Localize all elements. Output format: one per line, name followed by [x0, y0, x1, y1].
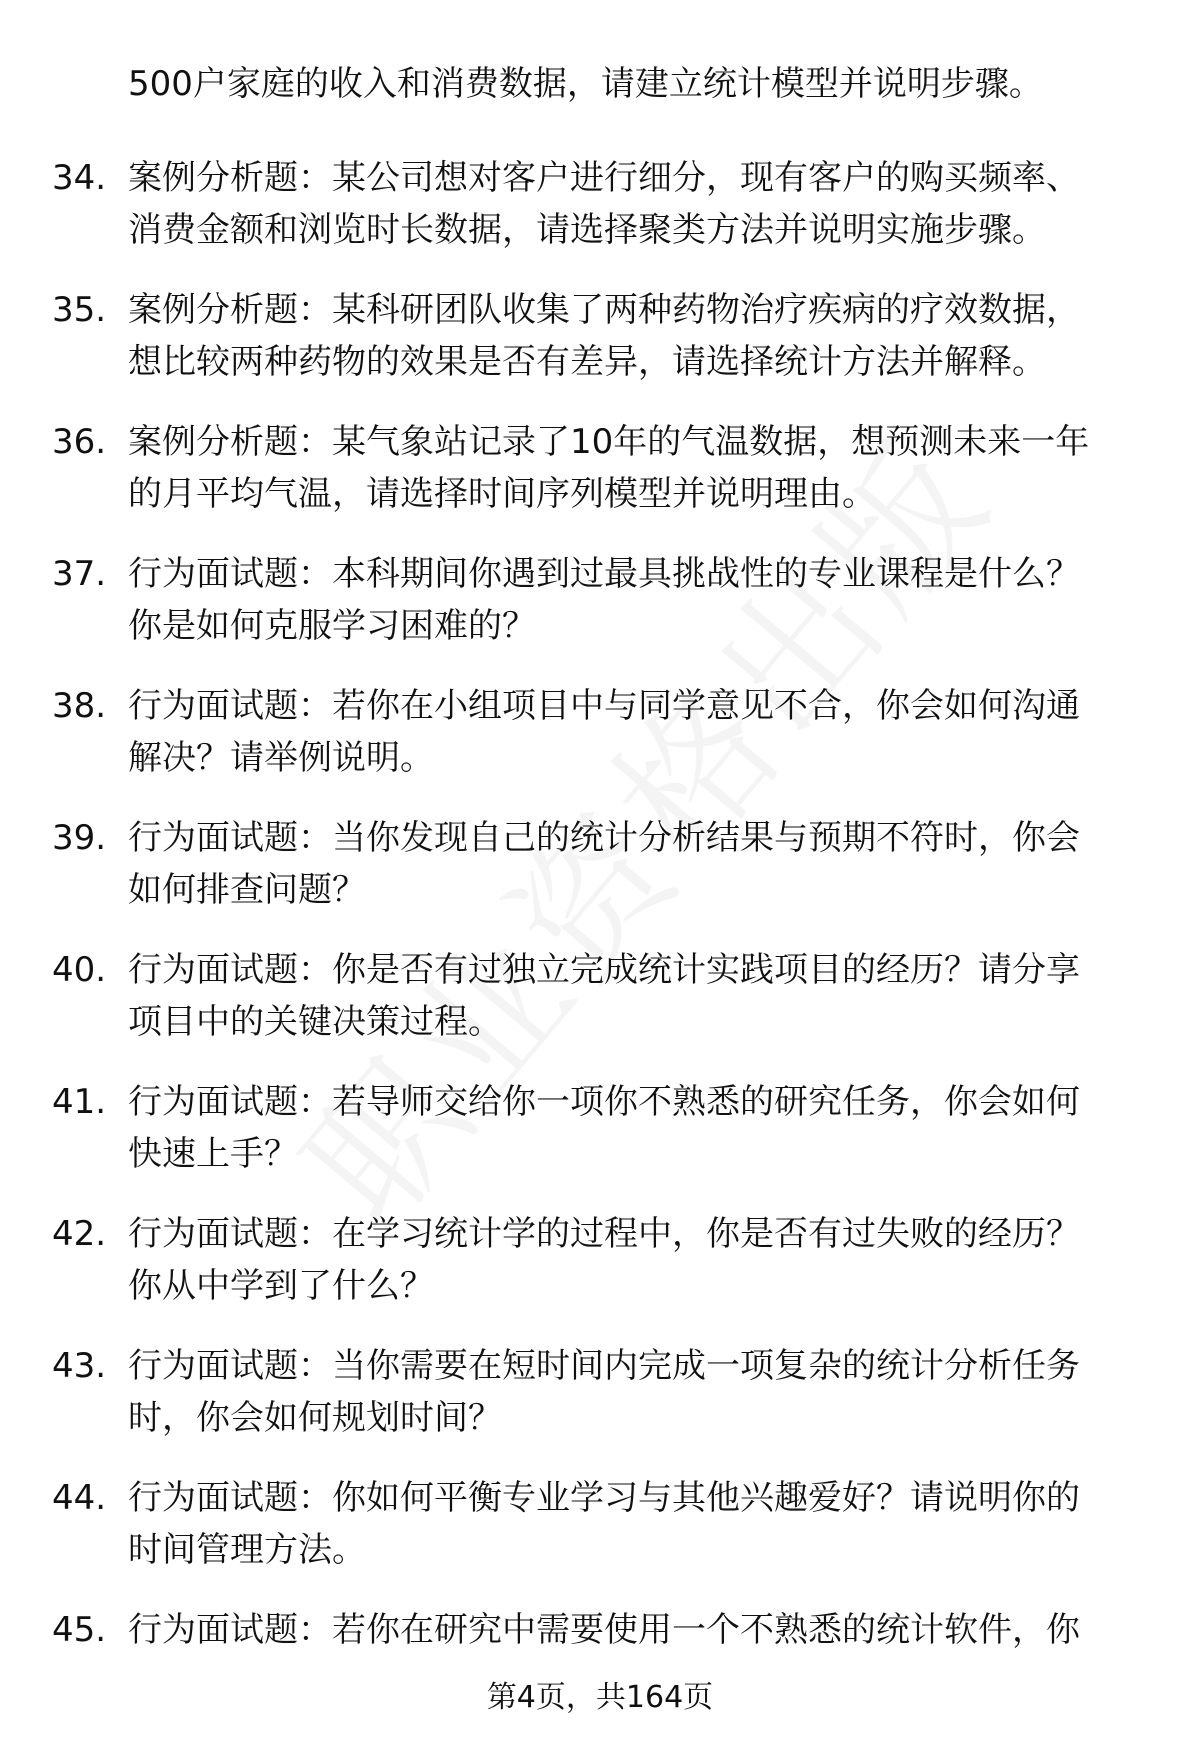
question-item [0, 1472, 1200, 1604]
question-text-line: 行为面试题：你是否有过独立完成统计实践项目的经历？请分享 [128, 950, 1080, 990]
question-number: 43. [52, 1346, 107, 1386]
question-text-line: 案例分析题：某公司想对客户进行细分，现有客户的购买频率、 [128, 158, 1080, 198]
question-text-line: 行为面试题：在学习统计学的过程中，你是否有过失败的经历？ [128, 1214, 1080, 1254]
question-item [0, 284, 1200, 416]
question-number: 41. [52, 1082, 107, 1122]
question-item [0, 944, 1200, 1076]
question-text-line: 行为面试题：当你发现自己的统计分析结果与预期不符时，你会 [128, 818, 1080, 858]
question-text-line: 案例分析题：某科研团队收集了两种药物治疗疾病的疗效数据， [128, 290, 1080, 330]
question-text-line: 行为面试题：若你在小组项目中与同学意见不合，你会如何沟通 [128, 686, 1080, 726]
question-number: 42. [52, 1214, 107, 1254]
question-text-line: 想比较两种药物的效果是否有差异，请选择统计方法并解释。 [128, 342, 1046, 382]
question-number: 37. [52, 554, 107, 594]
question-item [0, 680, 1200, 812]
question-text-line: 你是如何克服学习困难的？ [128, 606, 536, 646]
page-footer: 第4页，共164页 [486, 1680, 714, 1715]
question-number: 39. [52, 818, 107, 858]
question-text-line: 行为面试题：若导师交给你一项你不熟悉的研究任务，你会如何 [128, 1082, 1080, 1122]
question-number: 40. [52, 950, 107, 990]
question-text-line: 行为面试题：当你需要在短时间内完成一项复杂的统计分析任务 [128, 1346, 1080, 1386]
question-text-line: 快速上手？ [128, 1134, 298, 1174]
question-number: 35. [52, 290, 107, 330]
question-text-line: 案例分析题：某气象站记录了10年的气温数据，想预测未来一年 [128, 422, 1090, 462]
question-text-line: 消费金额和浏览时长数据，请选择聚类方法并说明实施步骤。 [128, 210, 1046, 250]
question-number: 45. [52, 1610, 107, 1650]
question-number: 34. [52, 158, 107, 198]
question-text-line: 如何排查问题？ [128, 870, 366, 910]
question-item [0, 416, 1200, 548]
question-item [0, 152, 1200, 284]
question-text-line: 行为面试题：你如何平衡专业学习与其他兴趣爱好？请说明你的 [128, 1478, 1080, 1518]
question-text-line: 你从中学到了什么？ [128, 1266, 434, 1306]
question-item [0, 1076, 1200, 1208]
question-item [0, 1340, 1200, 1472]
question-text-line: 行为面试题：本科期间你遇到过最具挑战性的专业课程是什么？ [128, 554, 1080, 594]
question-number: 38. [52, 686, 107, 726]
question-text-line: 项目中的关键决策过程。 [128, 1002, 502, 1042]
question-item [0, 1208, 1200, 1340]
question-number: 44. [52, 1478, 107, 1518]
question-item [0, 548, 1200, 680]
question-list [0, 152, 1200, 1736]
question-text-line: 时，你会如何规划时间？ [128, 1398, 502, 1438]
question-text-line: 时间管理方法。 [128, 1530, 366, 1570]
question-number: 36. [52, 422, 107, 462]
question-item [0, 812, 1200, 944]
question-text-line: 解决？请举例说明。 [128, 738, 434, 778]
question-text-line: 的月平均气温，请选择时间序列模型并说明理由。 [128, 474, 876, 514]
question-text-line: 行为面试题：若你在研究中需要使用一个不熟悉的统计软件，你 [128, 1610, 1080, 1650]
continuation-text: 500户家庭的收入和消费数据，请建立统计模型并说明步骤。 [128, 64, 1043, 104]
